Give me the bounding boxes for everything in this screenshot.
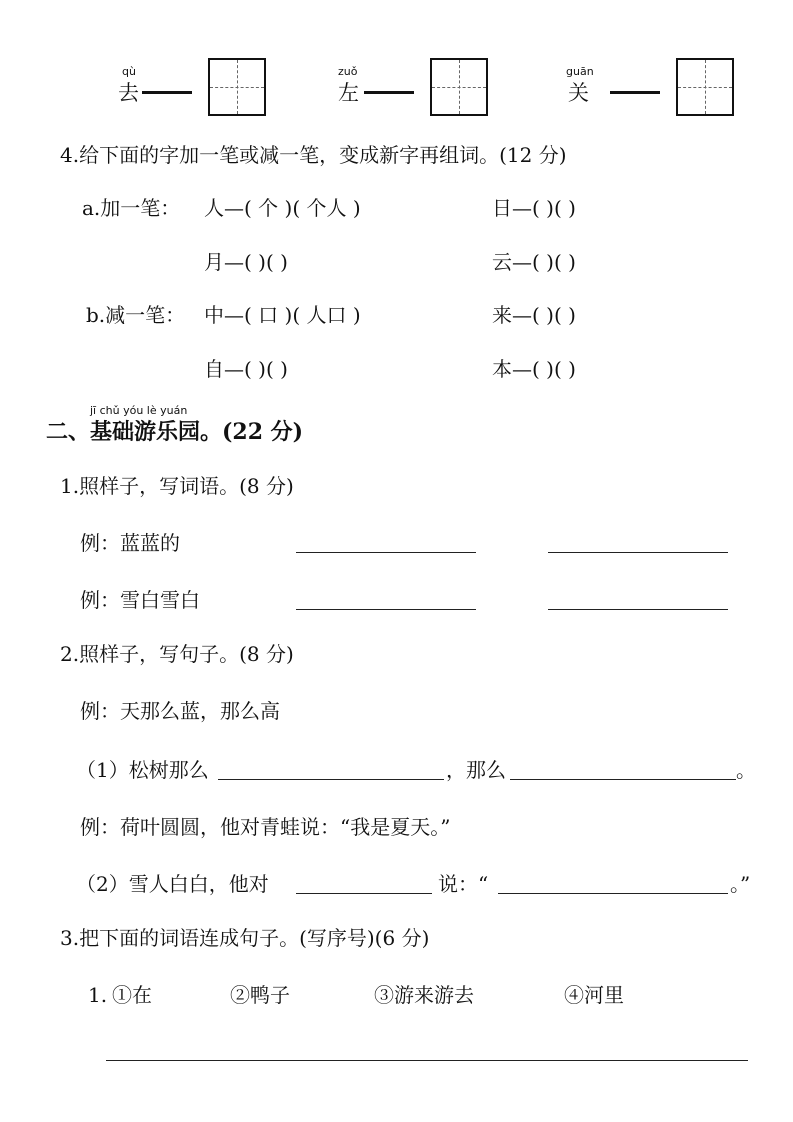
q4-b-label: b.减一笔：	[86, 303, 186, 327]
q4-b-row2-left[interactable]: 自—( )( )	[204, 357, 288, 381]
pinyin-zuo: zuǒ	[338, 65, 358, 78]
s2q3-title: 3.把下面的词语连成句子。(写序号)(6 分)	[60, 926, 430, 950]
q4-a-row1-right[interactable]: 日—( )( )	[492, 196, 576, 220]
s2q2-item1-prefix: （1）松树那么	[76, 758, 209, 782]
s2q2-example2: 例：荷叶圆圆，他对青蛙说：“我是夏天。”	[80, 815, 451, 839]
s2q2-item2-end: 。”	[730, 872, 751, 896]
s2q2-title: 2.照样子，写句子。(8 分)	[60, 642, 294, 666]
s2q3-word-4: ④河里	[564, 983, 624, 1007]
q4-b-row1-right[interactable]: 来—( )( )	[492, 303, 576, 327]
s2q3-word-2: ②鸭子	[230, 983, 290, 1007]
q4-a-label: a.加一笔：	[82, 196, 181, 220]
section2-title: 二、基础游乐园。(22 分)	[46, 419, 304, 445]
s2q2-item1-middle: ，那么	[446, 758, 506, 782]
s2q2-item1-end: 。	[736, 758, 756, 782]
q4-b-row1-left[interactable]: 中—( 口 )( 人口 )	[204, 303, 361, 327]
char-qu: 去	[118, 81, 139, 105]
answer-line[interactable]	[218, 779, 444, 780]
q4-a-row1-left[interactable]: 人—( 个 )( 个人 )	[204, 196, 361, 220]
pinyin-guan: guān	[566, 65, 594, 78]
s2q3-word-1: ①在	[112, 983, 152, 1007]
answer-line[interactable]	[296, 552, 476, 553]
q4-a-row2-right[interactable]: 云—( )( )	[492, 250, 576, 274]
answer-line[interactable]	[548, 552, 728, 553]
q4-b-row2-right[interactable]: 本—( )( )	[492, 357, 576, 381]
s2q2-example1: 例：天那么蓝，那么高	[80, 699, 280, 723]
s2q2-item2-prefix: （2）雪人白白，他对	[76, 872, 269, 896]
dash-line	[610, 91, 660, 94]
s2q1-title: 1.照样子，写词语。(8 分)	[60, 474, 294, 498]
q4-title: 4.给下面的字加一笔或减一笔，变成新字再组词。(12 分)	[60, 143, 567, 167]
writing-grid-box[interactable]	[430, 58, 488, 116]
s2q1-example2: 例：雪白雪白	[80, 588, 200, 612]
writing-grid-box[interactable]	[208, 58, 266, 116]
answer-line[interactable]	[498, 893, 728, 894]
char-zuo: 左	[338, 81, 359, 105]
pinyin-qu: qù	[122, 65, 136, 78]
answer-line[interactable]	[548, 609, 728, 610]
answer-line[interactable]	[106, 1060, 748, 1061]
section2-pinyin: jī chǔ yóu lè yuán	[90, 404, 188, 417]
answer-line[interactable]	[510, 779, 736, 780]
writing-grid-box[interactable]	[676, 58, 734, 116]
dash-line	[142, 91, 192, 94]
answer-line[interactable]	[296, 609, 476, 610]
answer-line[interactable]	[296, 893, 432, 894]
s2q2-item2-middle: 说：“	[438, 872, 489, 896]
q4-a-row2-left[interactable]: 月—( )( )	[204, 250, 288, 274]
dash-line	[364, 91, 414, 94]
s2q3-word-3: ③游来游去	[374, 983, 474, 1007]
char-guan: 关	[568, 81, 589, 105]
s2q3-number: 1.	[88, 983, 108, 1007]
s2q1-example1: 例：蓝蓝的	[80, 531, 180, 555]
